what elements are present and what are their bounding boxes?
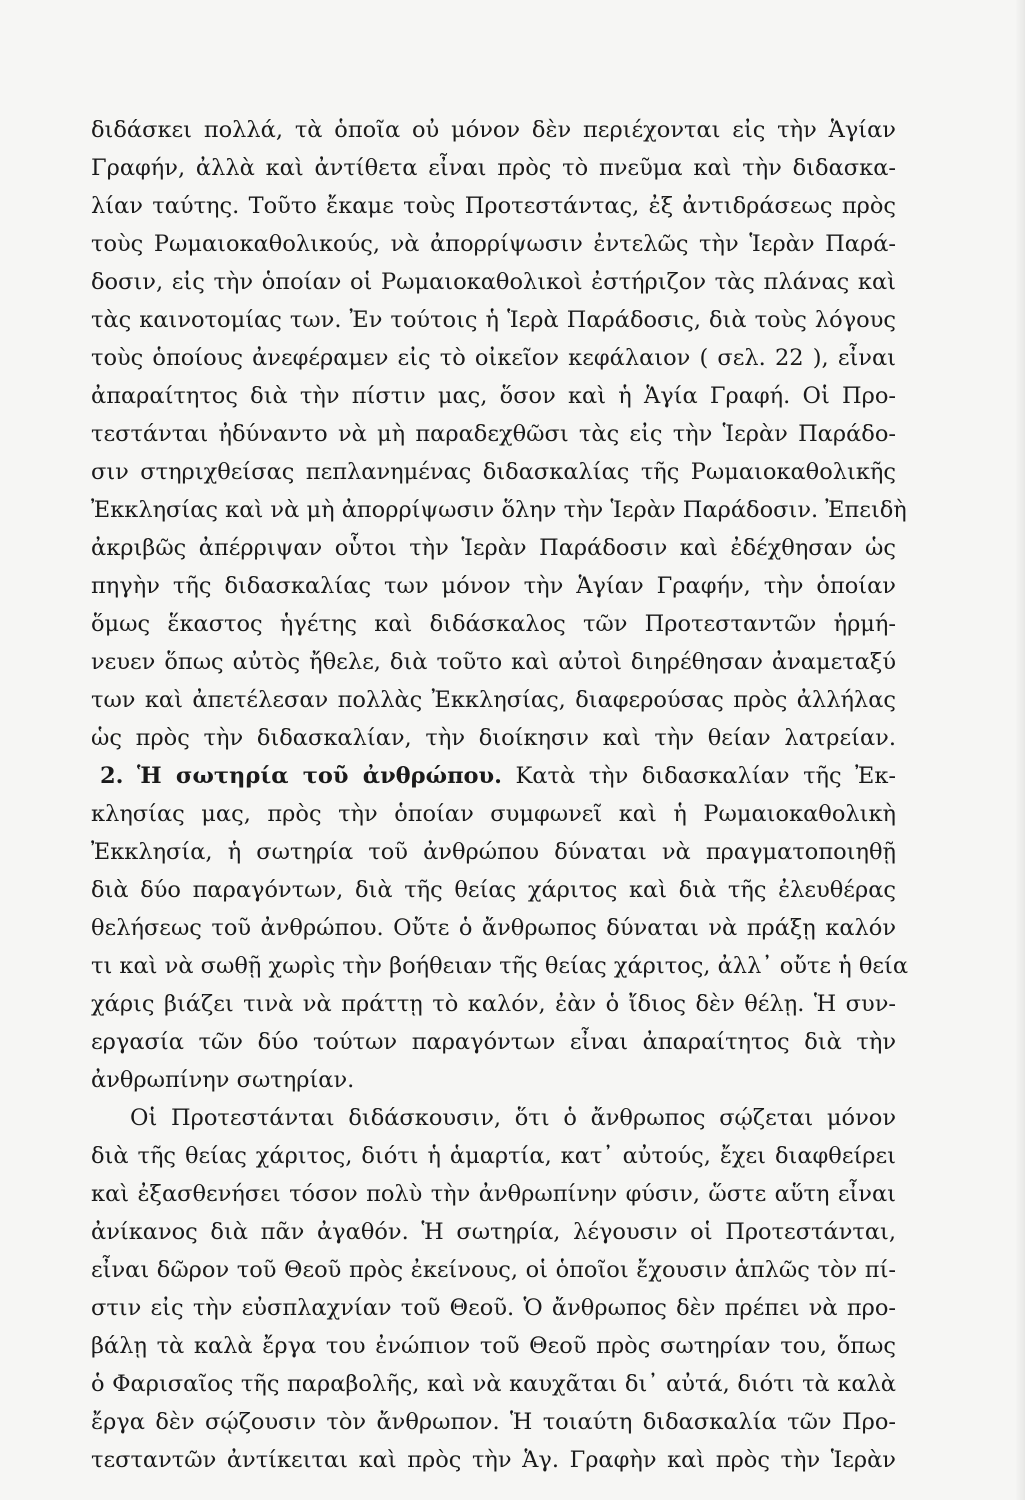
text-line: λίαν ταύτης. Τοῦτο ἔκαμε τοὺς Προτεστάντας, ἐξ ἀντιδράσεως πρὸς	[91, 193, 896, 219]
text-line: Γραφήν, ἀλλὰ καὶ ἀντίθετα εἶναι πρὸς τὸ πνεῦμα καὶ τὴν διδασκα-	[91, 155, 896, 181]
section-title: Ἡ σωτηρία τοῦ ἀνθρώπου.	[137, 763, 502, 789]
text-line: τεστάνται ἠδύναντο νὰ μὴ παραδεχθῶσι τὰς εἰς τὴν Ἱερὰν Παράδο-	[91, 421, 896, 447]
text-line: τοὺς ὁποίους ἀνεφέραμεν εἰς τὸ οἰκεῖον κεφάλαιον ( σελ. 22 ), εἶναι	[91, 345, 896, 371]
text-line: Οἱ Προτεστάνται διδάσκουσιν, ὅτι ὁ ἄνθρωπος σῴζεται μόνον	[130, 1105, 896, 1131]
text-line: ἔργα δὲν σῴζουσιν τὸν ἄνθρωπον. Ἡ τοιαύτη διδασκαλία τῶν Προ-	[91, 1409, 896, 1435]
text-line: θελήσεως τοῦ ἀνθρώπου. Οὔτε ὁ ἄνθρωπος δύναται νὰ πράξῃ καλόν	[91, 915, 896, 941]
text-line: διὰ τῆς θείας χάριτος, διότι ἡ ἁμαρτία, κατ᾽ αὐτούς, ἔχει διαφθείρει	[91, 1143, 896, 1169]
text-line: των καὶ ἀπετέλεσαν πολλὰς Ἐκκλησίας, διαφερούσας πρὸς ἀλλήλας	[91, 687, 896, 713]
text-line: ὅμως ἕκαστος ἡγέτης καὶ διδάσκαλος τῶν Προτεσταντῶν ἡρμή-	[91, 611, 896, 637]
text-line: χάρις βιάζει τινὰ νὰ πράττῃ τὸ καλόν, ἐὰν ὁ ἴδιος δὲν θέλῃ. Ἡ συν-	[91, 991, 896, 1017]
text-line: ὁ Φαρισαῖος τῆς παραβολῆς, καὶ νὰ καυχᾶται δι᾽ αὐτά, διότι τὰ καλὰ	[91, 1371, 896, 1397]
section-number: 2.	[100, 763, 124, 789]
text-line: τοὺς Ρωμαιοκαθολικούς, νὰ ἀπορρίψωσιν ἐντελῶς τὴν Ἱερὰν Παρά-	[91, 231, 896, 257]
text-line: κλησίας μας, πρὸς τὴν ὁποίαν συμφωνεῖ καὶ ἡ Ρωμαιοκαθολικὴ	[91, 801, 896, 827]
text-line: πηγὴν τῆς διδασκαλίας των μόνον τὴν Ἁγίαν Γραφήν, τὴν ὁποίαν	[91, 573, 896, 599]
text-line: ἀνίκανος διὰ πᾶν ἀγαθόν. Ἡ σωτηρία, λέγουσιν οἱ Προτεστάνται,	[91, 1219, 896, 1245]
text-line: τεσταντῶν ἀντίκειται καὶ πρὸς τὴν Ἁγ. Γραφὴν καὶ πρὸς τὴν Ἱερὰν	[91, 1447, 896, 1473]
text-line: εργασία τῶν δύο τούτων παραγόντων εἶναι ἀπαραίτητος διὰ τὴν	[91, 1029, 896, 1055]
text-line: εἶναι δῶρον τοῦ Θεοῦ πρὸς ἐκείνους, οἱ ὁποῖοι ἔχουσιν ἁπλῶς τὸν πί-	[91, 1257, 896, 1283]
page-edge-shadow	[1015, 0, 1025, 1500]
text-line: ἀπαραίτητος διὰ τὴν πίστιν μας, ὅσον καὶ ἡ Ἁγία Γραφή. Οἱ Προ-	[91, 383, 896, 409]
text-line: διὰ δύο παραγόντων, διὰ τῆς θείας χάριτος καὶ διὰ τῆς ἐλευθέρας	[91, 877, 896, 903]
text-line: δοσιν, εἰς τὴν ὁποίαν οἱ Ρωμαιοκαθολικοὶ ἐστήριζον τὰς πλάνας καὶ	[91, 269, 896, 295]
text-line: στιν εἰς τὴν εὐσπλαχνίαν τοῦ Θεοῦ. Ὁ ἄνθρωπος δὲν πρέπει νὰ προ-	[91, 1295, 896, 1321]
section-opening-text: Κατὰ τὴν διδασκαλίαν τῆς Ἐκ-	[515, 763, 897, 789]
text-line: τὰς καινοτομίας των. Ἐν τούτοις ἡ Ἱερὰ Παράδοσις, διὰ τοὺς λόγους	[91, 307, 896, 333]
text-line: διδάσκει πολλά, τὰ ὁποῖα οὐ μόνον δὲν περιέχονται εἰς τὴν Ἁγίαν	[91, 117, 896, 143]
text-line: ὡς πρὸς τὴν διδασκαλίαν, τὴν διοίκησιν καὶ τὴν θείαν λατρείαν.	[91, 725, 896, 751]
text-line: Ἐκκλησίας καὶ νὰ μὴ ἀπορρίψωσιν ὅλην τὴν Ἱερὰν Παράδοσιν. Ἐπειδὴ	[91, 497, 907, 523]
text-line: καὶ ἐξασθενήσει τόσον πολὺ τὴν ἀνθρωπίνην φύσιν, ὥστε αὕτη εἶναι	[91, 1181, 896, 1207]
section-heading-line	[100, 758, 896, 794]
text-line: ἀνθρωπίνην σωτηρίαν.	[91, 1067, 355, 1093]
text-line: τι καὶ νὰ σωθῇ χωρὶς τὴν βοήθειαν τῆς θείας χάριτος, ἀλλ᾽ οὔτε ἡ θεία	[91, 953, 909, 979]
text-line: Ἐκκλησία, ἡ σωτηρία τοῦ ἀνθρώπου δύναται νὰ πραγματοποιηθῇ	[91, 839, 896, 865]
text-line: βάλῃ τὰ καλὰ ἔργα του ἐνώπιον τοῦ Θεοῦ πρὸς σωτηρίαν του, ὅπως	[91, 1333, 896, 1359]
text-line: νευεν ὅπως αὐτὸς ἤθελε, διὰ τοῦτο καὶ αὐτοὶ διηρέθησαν ἀναμεταξύ	[91, 649, 896, 675]
text-line: σιν στηριχθείσας πεπλανημένας διδασκαλίας τῆς Ρωμαιοκαθολικῆς	[91, 459, 896, 485]
text-line: ἀκριβῶς ἀπέρριψαν οὗτοι τὴν Ἱερὰν Παράδοσιν καὶ ἐδέχθησαν ὡς	[91, 535, 896, 561]
